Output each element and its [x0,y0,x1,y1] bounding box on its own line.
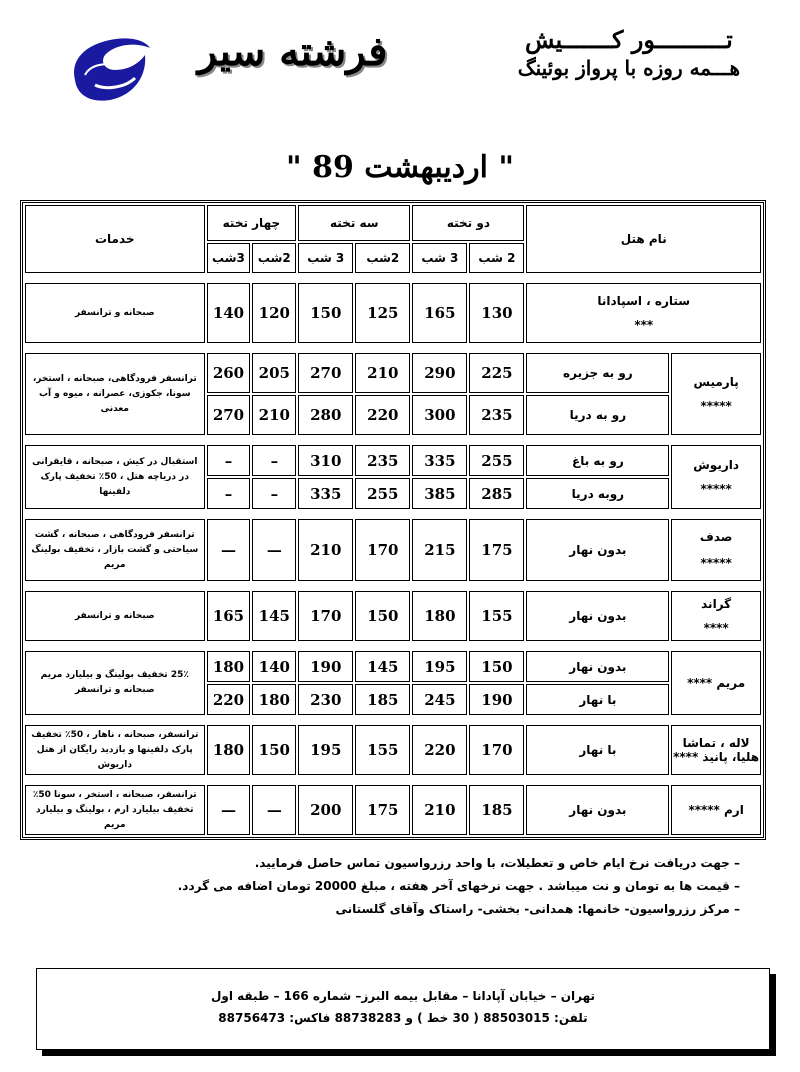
table-row [25,725,761,775]
hotel-name: گراند **** [671,591,761,641]
sub-triple-2: 2شب [355,243,410,273]
price-cell: 310 [298,445,353,476]
month-title: " اردیبهشت 89 " [286,150,514,185]
price-cell: 180 [207,725,251,775]
sub-quad-3: 3شب [207,243,251,273]
hotel-name: صدف ***** [671,519,761,581]
price-cell: 165 [207,591,251,641]
price-cell: 220 [412,725,467,775]
price-cell: 245 [412,684,467,715]
price-cell: 150 [298,283,353,343]
table-row [25,353,761,393]
col-hotel-header: نام هتل [526,205,761,273]
hotel-name: پارمیس ***** [671,353,761,435]
price-cell: 140 [207,283,251,343]
price-cell: 255 [355,478,410,509]
price-cell: 335 [412,445,467,476]
room-type: با نهار [526,725,669,775]
sub-quad-2: 2شب [252,243,296,273]
price-cell: 270 [207,395,251,435]
hotel-name: مریم **** [671,651,761,715]
price-cell: 210 [412,785,467,835]
tour-subtitle: هـــمه روزه با پرواز بوئینگ [517,56,740,80]
table-row [25,519,761,581]
col-quad-header: چهار تخته [207,205,297,241]
hotel-name: ارم ***** [671,785,761,835]
price-cell: 145 [252,591,296,641]
price-cell: 185 [355,684,410,715]
price-cell: 200 [298,785,353,835]
price-cell: – [252,478,296,509]
price-cell: 225 [469,353,524,393]
price-cell: 170 [298,591,353,641]
price-cell: 230 [298,684,353,715]
price-table [20,200,766,840]
price-cell: 170 [469,725,524,775]
price-cell: 155 [355,725,410,775]
room-type: بدون نهار [526,519,669,581]
price-cell: 150 [469,651,524,682]
price-cell: 155 [469,591,524,641]
hotel-name: داریوش ***** [671,445,761,509]
price-cell: 235 [355,445,410,476]
price-cell: 150 [355,591,410,641]
services-cell: استقبال در کیش ، صبحانه ، قایقرانی در دریاچه هتل ، 50٪ تخفیف پارک دلفینها [25,445,205,509]
sub-double-3: 3 شب [412,243,467,273]
services-cell: ترانسفر فرودگاهی، صبحانه ، استخر، سونا، جکوزی، عصرانه ، میوه و آب معدنی [25,353,205,435]
services-cell: 25٪ تخفیف بولینگ و بیلیارد مریم صبحانه و ترانسفر [25,651,205,715]
price-cell: 170 [355,519,410,581]
price-cell: 190 [469,684,524,715]
price-cell: 335 [298,478,353,509]
room-type: بدون نهار [526,651,669,682]
contact-box [36,968,770,1050]
price-cell: – [252,445,296,476]
room-type: با نهار [526,684,669,715]
price-cell: 210 [355,353,410,393]
price-cell: 385 [412,478,467,509]
room-type: روبه دریا [526,478,669,509]
room-type: رو به جزیره [526,353,669,393]
sub-triple-3: 3 شب [298,243,353,273]
table-row [25,283,761,343]
price-cell: 180 [207,651,251,682]
price-cell: — [207,519,251,581]
price-cell: 150 [252,725,296,775]
price-cell: — [252,785,296,835]
address-text: تهران – خیابان آپادانا – مقابل بیمه البرز– شماره 166 – طبقه اول [210,989,595,1003]
price-cell: 210 [252,395,296,435]
price-cell: 290 [412,353,467,393]
services-cell: ترانسفر فرودگاهی ، صبحانه ، گشت سیاحتی و گشت بازار ، تخفیف بولینگ مریم [25,519,205,581]
note-item: – مرکز رزرواسیون- خانمها: همدانی- بخشی- راستاک وآقای گلستانی [335,902,740,916]
col-triple-header: سه تخته [298,205,410,241]
room-type: بدون نهار [526,591,669,641]
price-cell: 180 [252,684,296,715]
hotel-name: لاله ، تماشا هلیا، پانیذ **** [671,725,761,775]
price-cell: — [252,519,296,581]
price-cell: 270 [298,353,353,393]
table-row [25,651,761,682]
price-cell: — [207,785,251,835]
tour-heading [518,25,740,80]
price-cell: 220 [207,684,251,715]
price-cell: 220 [355,395,410,435]
price-cell: 190 [298,651,353,682]
price-cell: 165 [412,283,467,343]
price-cell: 280 [298,395,353,435]
services-cell: ترانسفر، صبحانه ، استخر ، سونا 50٪ تخفیف بیلیارد ارم ، بولینگ و بیلیارد مریم [25,785,205,835]
services-cell: صبحانه و ترانسفر [25,283,205,343]
col-double-header: دو تخته [412,205,524,241]
price-cell: 235 [469,395,524,435]
phone-text: تلفن: 88503015 ( 30 خط ) و 88738283 فاکس: 88756473 [218,1011,588,1025]
room-type: رو به باغ [526,445,669,476]
price-cell: 120 [252,283,296,343]
note-item: – قیمت ها به تومان و نت میباشد . جهت نرخهای آخر هفته ، مبلغ 20000 تومان اضافه می گردد. [177,879,740,893]
sub-double-2: 2 شب [469,243,524,273]
price-cell: 255 [469,445,524,476]
price-cell: 180 [412,591,467,641]
price-cell: – [207,445,251,476]
price-cell: 300 [412,395,467,435]
hotel-name: ستاره ، اسپادانا *** [526,283,761,343]
price-cell: 285 [469,478,524,509]
price-cell: 130 [469,283,524,343]
price-cell: 210 [298,519,353,581]
tour-title: تــــــــــور کـــــــیش [524,25,733,54]
room-type: رو به دریا [526,395,669,435]
col-services-header: خدمات [25,205,205,273]
table-row [25,591,761,641]
price-cell: 145 [355,651,410,682]
price-cell: 125 [355,283,410,343]
price-cell: 175 [355,785,410,835]
note-item: – جهت دریافت نرخ ایام خاص و تعطیلات، با واحد رزرواسیون تماس حاصل فرمایید. [254,856,740,870]
price-cell: 195 [412,651,467,682]
notes-list [100,852,740,921]
services-cell: صبحانه و ترانسفر [25,591,205,641]
price-cell: 185 [469,785,524,835]
services-cell: ترانسفر، صبحانه ، ناهار ، 50٪ تخفیف پارک دلفینها و بازدید رایگان از هتل داریوش [25,725,205,775]
table-row [25,445,761,476]
price-cell: 260 [207,353,251,393]
price-cell: 140 [252,651,296,682]
room-type: بدون نهار [526,785,669,835]
brand-name: فرشته سیر [197,28,388,75]
price-cell: 205 [252,353,296,393]
price-cell: 195 [298,725,353,775]
price-cell: 215 [412,519,467,581]
price-cell: 175 [469,519,524,581]
table-row [25,785,761,835]
price-cell: – [207,478,251,509]
